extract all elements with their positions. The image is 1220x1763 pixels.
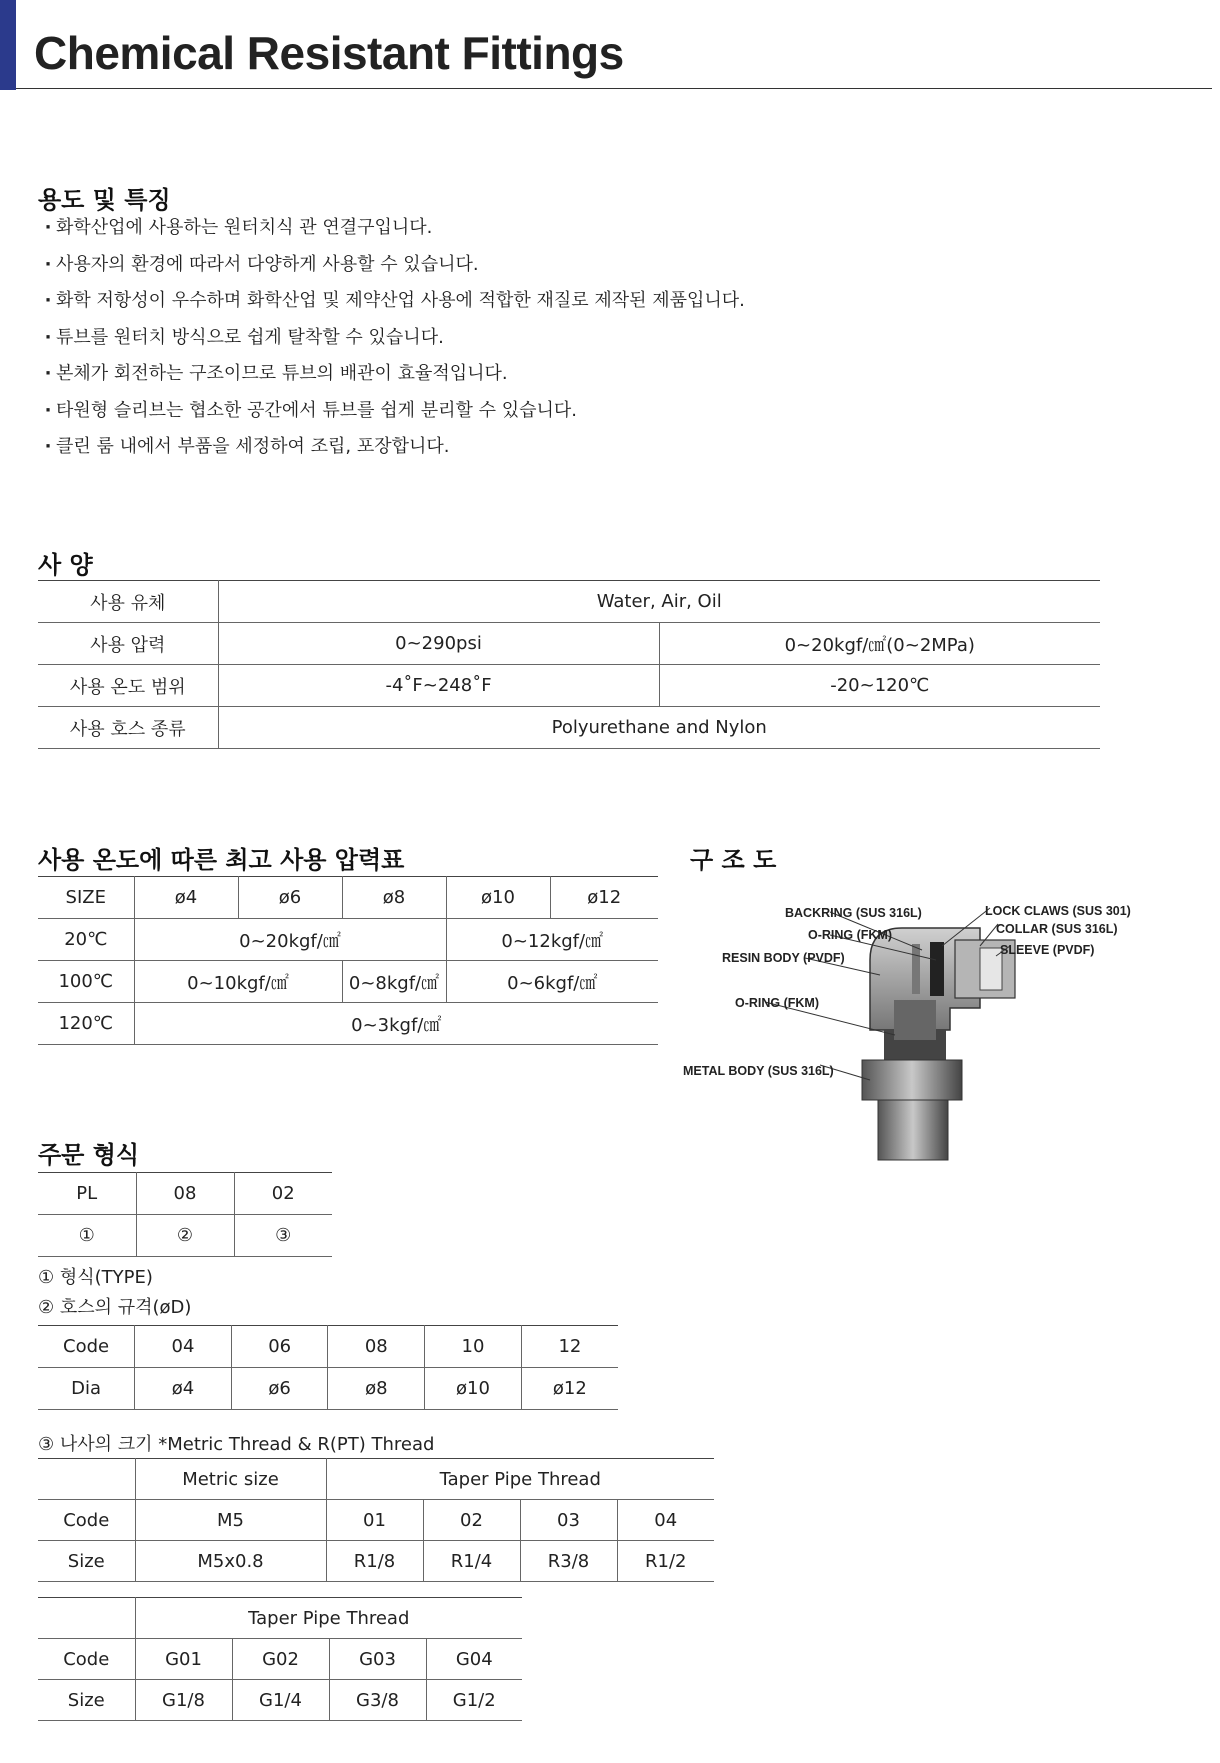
temp-cell: 20℃	[38, 919, 134, 961]
temp-cell: 100℃	[38, 961, 134, 1003]
order-mark-cell: ③	[234, 1215, 332, 1257]
order-code-cell: 02	[234, 1173, 332, 1215]
table-row	[38, 919, 658, 961]
feature-item: · 화학 저항성이 우수하며 화학산업 및 제약산업 사용에 적합한 재질로 제작된 제품입니다.	[40, 283, 745, 320]
spec-value: 0~290psi	[218, 623, 659, 665]
blank-cell	[38, 1598, 135, 1639]
spec-value: -20~120℃	[659, 665, 1100, 707]
row-label: Code	[38, 1326, 135, 1368]
order-code-cell: PL	[38, 1173, 136, 1215]
thread-code-cell: G02	[232, 1639, 329, 1680]
pressure-cell: 0~12kgf/㎠	[446, 919, 658, 961]
temp-cell: 120℃	[38, 1003, 134, 1045]
feature-item: · 사용자의 환경에 따라서 다양하게 사용할 수 있습니다.	[40, 247, 745, 284]
thread-size-cell: G1/2	[426, 1680, 522, 1721]
callout-backring: BACKRING (SUS 316L)	[785, 906, 922, 920]
thread-code-cell: M5	[135, 1500, 326, 1541]
feature-item: · 튜브를 원터치 방식으로 쉽게 탈착할 수 있습니다.	[40, 320, 745, 357]
order-title: 주문 형식	[38, 1141, 140, 1169]
callout-oring-mid: O-RING (FKM)	[735, 996, 820, 1010]
table-row	[38, 1680, 522, 1721]
callout-collar: COLLAR (SUS 316L)	[996, 922, 1118, 936]
spec-label: 사용 온도 범위	[38, 665, 218, 707]
callout-oring-top: O-RING (FKM)	[808, 928, 893, 942]
row-label: Code	[38, 1500, 135, 1541]
note-thread: ③ 나사의 크기 *Metric Thread & R(PT) Thread	[38, 1434, 435, 1455]
hose-dia-cell: ø8	[328, 1368, 425, 1410]
pressure-title: 사용 온도에 따른 최고 사용 압력표	[38, 846, 405, 874]
table-row	[38, 1215, 332, 1257]
hose-code-cell: 08	[328, 1326, 425, 1368]
row-label: Dia	[38, 1368, 135, 1410]
thread-size-cell: G3/8	[329, 1680, 426, 1721]
features-title: 용도 및 특징	[38, 186, 171, 214]
callout-sleeve: SLEEVE (PVDF)	[1000, 943, 1095, 957]
table-header-cell: ø10	[446, 877, 550, 919]
thread-size-cell: R3/8	[520, 1541, 617, 1582]
hose-table	[38, 1325, 618, 1410]
table-row	[38, 1500, 714, 1541]
order-mark-cell: ②	[136, 1215, 234, 1257]
spec-value: Polyurethane and Nylon	[218, 707, 1100, 749]
thread-g-table	[38, 1597, 522, 1721]
hose-code-cell: 10	[425, 1326, 522, 1368]
spec-value: Water, Air, Oil	[218, 581, 1100, 623]
accent-bar	[0, 0, 16, 90]
table-row	[38, 877, 658, 919]
hose-code-cell: 04	[135, 1326, 232, 1368]
structure-title: 구 조 도	[690, 846, 777, 874]
note-type: ① 형식(TYPE)	[38, 1267, 153, 1288]
thread-size-cell: G1/4	[232, 1680, 329, 1721]
lock-claws-shape	[912, 944, 920, 994]
thread-code-cell: G04	[426, 1639, 522, 1680]
inner-stem-shape	[894, 1000, 936, 1040]
table-row	[38, 707, 1100, 749]
spec-value: -4˚F~248˚F	[218, 665, 659, 707]
spec-value: 0~20kgf/㎠(0~2MPa)	[659, 623, 1100, 665]
thread-code-cell: G01	[135, 1639, 232, 1680]
pressure-cell: 0~8kgf/㎠	[342, 961, 446, 1003]
order-code-table	[38, 1172, 332, 1257]
feature-item: · 화학산업에 사용하는 원터치식 관 연결구입니다.	[40, 210, 745, 247]
thread-code-cell: G03	[329, 1639, 426, 1680]
thread-size-cell: R1/2	[617, 1541, 714, 1582]
order-mark-cell: ①	[38, 1215, 136, 1257]
table-row	[38, 1003, 658, 1045]
feature-item: · 타원형 슬리브는 협소한 공간에서 튜브를 쉽게 분리할 수 있습니다.	[40, 393, 745, 430]
spec-label: 사용 호스 종류	[38, 707, 218, 749]
pressure-cell: 0~20kgf/㎠	[134, 919, 446, 961]
thread-code-cell: 03	[520, 1500, 617, 1541]
table-row	[38, 623, 1100, 665]
pressure-cell: 0~3kgf/㎠	[134, 1003, 658, 1045]
row-label: Size	[38, 1541, 135, 1582]
pressure-cell: 0~6kgf/㎠	[446, 961, 658, 1003]
hose-dia-cell: ø4	[135, 1368, 232, 1410]
spec-title: 사 양	[38, 551, 93, 579]
thread-code-cell: 04	[617, 1500, 714, 1541]
table-row	[38, 1598, 522, 1639]
table-header-cell: Taper Pipe Thread	[326, 1459, 714, 1500]
page-title: Chemical Resistant Fittings	[34, 27, 624, 79]
thread-size-cell: R1/8	[326, 1541, 423, 1582]
table-row	[38, 1326, 618, 1368]
table-header-cell: ø6	[238, 877, 342, 919]
table-header-cell: SIZE	[38, 877, 134, 919]
row-label: Code	[38, 1639, 135, 1680]
order-code-cell: 08	[136, 1173, 234, 1215]
table-row	[38, 581, 1100, 623]
table-row	[38, 1368, 618, 1410]
table-row	[38, 961, 658, 1003]
table-header-cell: ø4	[134, 877, 238, 919]
note-hose: ② 호스의 규격(øD)	[38, 1297, 192, 1318]
table-row	[38, 1173, 332, 1215]
row-label: Size	[38, 1680, 135, 1721]
callout-metal-body: METAL BODY (SUS 316L)	[683, 1064, 834, 1078]
thread-size-cell: M5x0.8	[135, 1541, 326, 1582]
table-row	[38, 1639, 522, 1680]
callout-lock-claws: LOCK CLAWS (SUS 301)	[985, 904, 1131, 918]
hose-dia-cell: ø6	[231, 1368, 328, 1410]
spec-label: 사용 압력	[38, 623, 218, 665]
hose-code-cell: 06	[231, 1326, 328, 1368]
table-row	[38, 665, 1100, 707]
table-row	[38, 1541, 714, 1582]
table-header-cell: Metric size	[135, 1459, 326, 1500]
hose-dia-cell: ø12	[521, 1368, 618, 1410]
thread-shape	[878, 1100, 948, 1160]
pressure-cell: 0~10kgf/㎠	[134, 961, 342, 1003]
pressure-table	[38, 876, 658, 1045]
table-header-cell: Taper Pipe Thread	[135, 1598, 522, 1639]
table-header-cell: ø8	[342, 877, 446, 919]
thread-code-cell: 01	[326, 1500, 423, 1541]
feature-item: · 클린 룸 내에서 부품을 세정하여 조립, 포장합니다.	[40, 429, 745, 466]
thread-code-cell: 02	[423, 1500, 520, 1541]
blank-cell	[38, 1459, 135, 1500]
oring-top-shape	[930, 942, 944, 996]
table-row	[38, 1459, 714, 1500]
callout-resin-body: RESIN BODY (PVDF)	[722, 951, 845, 965]
hose-dia-cell: ø10	[425, 1368, 522, 1410]
table-header-cell: ø12	[550, 877, 658, 919]
spec-table	[38, 580, 1100, 749]
thread-size-cell: R1/4	[423, 1541, 520, 1582]
metal-body-shape	[862, 1060, 962, 1100]
spec-label: 사용 유체	[38, 581, 218, 623]
thread-size-cell: G1/8	[135, 1680, 232, 1721]
title-divider	[16, 88, 1212, 89]
feature-item: · 본체가 회전하는 구조이므로 튜브의 배관이 효율적입니다.	[40, 356, 745, 393]
hose-code-cell: 12	[521, 1326, 618, 1368]
thread-table	[38, 1458, 714, 1582]
features-list	[40, 210, 745, 466]
structure-diagram	[680, 880, 1180, 1170]
